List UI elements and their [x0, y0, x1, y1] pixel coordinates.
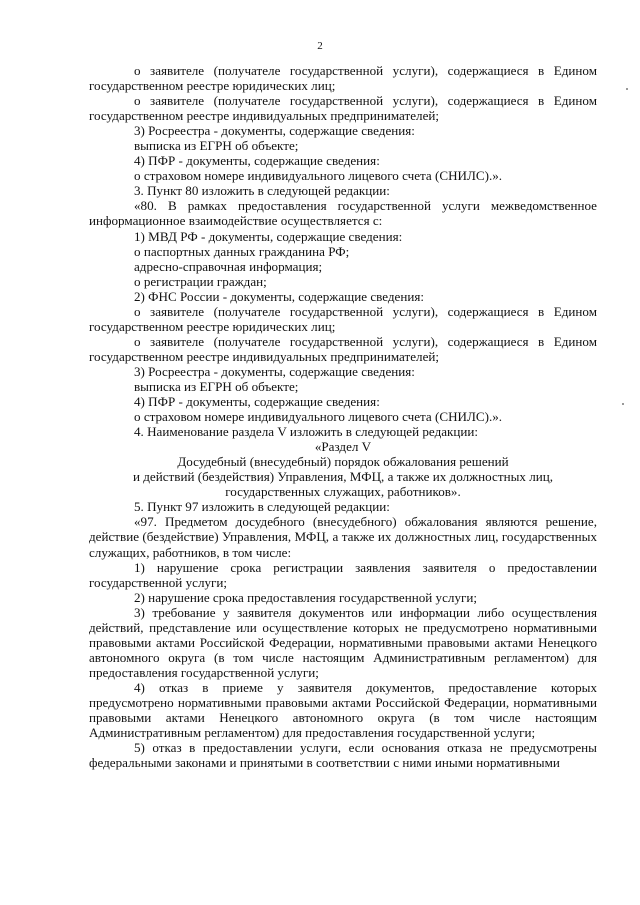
paragraph: выписка из ЕГРН об объекте;	[134, 138, 299, 154]
paragraph: 2) ФНС России - документы, содержащие сведения:	[134, 288, 425, 304]
paragraph: адресно-справочная информация;	[134, 258, 323, 274]
page-number: 2	[317, 40, 323, 52]
paragraph: о паспортных данных гражданина РФ;	[134, 243, 350, 259]
paragraph: о заявителе (получателе государственной услуги), содержащиеся в Едином государственном реестре юридических лиц;	[89, 303, 597, 334]
section-heading: «Раздел V	[314, 439, 372, 455]
paragraph: 3) требование у заявителя документов или информации либо осуществления действий, представление или осуществление которых не предусмотрено нормативными правовыми актами Российской Федерации, нормативными правовыми актами Ненецкого автономного округа (в том числе настоящим Административным регламентом) для предоставления государственной услуги;	[89, 604, 597, 680]
scan-speck	[622, 403, 624, 405]
paragraph: о заявителе (получателе государственной услуги), содержащиеся в Едином государственном реестре юридических лиц;	[89, 63, 597, 94]
paragraph: «97. Предметом досудебного (внесудебного) обжалования являются решение, действие (бездействие) Управления, МФЦ, а также их должностных лиц, государственных служащих, работников, в том числе:	[89, 514, 597, 560]
paragraph: о страховом номере индивидуального лицевого счета (СНИЛС).».	[134, 168, 503, 184]
paragraph: «80. В рамках предоставления государственной услуги межведомственное информационное взаимодействие осуществляется с:	[89, 198, 597, 229]
paragraph: 4) ПФР - документы, содержащие сведения:	[134, 153, 380, 169]
paragraph: 1) нарушение срока регистрации заявления заявителя о предоставлении государственной услуги;	[89, 559, 597, 590]
paragraph: о заявителе (получателе государственной услуги), содержащиеся в Едином государственном реестре индивидуальных предпринимателей;	[89, 93, 597, 124]
paragraph: 5) отказ в предоставлении услуги, если основания отказа не предусмотрены федеральными законами и принятыми в соответствии с ними иными нормативными	[89, 740, 597, 771]
paragraph: 5. Пункт 97 изложить в следующей редакции:	[134, 499, 390, 515]
section-title-line: государственных служащих, работников».	[225, 484, 461, 500]
paragraph: 3) Росреестра - документы, содержащие сведения:	[134, 363, 415, 379]
section-title-line: Досудебный (внесудебный) порядок обжалования решений	[177, 454, 509, 470]
paragraph: о заявителе (получателе государственной услуги), содержащиеся в Едином государственном реестре индивидуальных предпринимателей;	[89, 333, 597, 364]
document-body	[89, 63, 597, 770]
paragraph: выписка из ЕГРН об объекте;	[134, 378, 299, 394]
paragraph: 3) Росреестра - документы, содержащие сведения:	[134, 123, 415, 139]
paragraph: 4. Наименование раздела V изложить в следующей редакции:	[134, 424, 479, 440]
section-title-line: и действий (бездействия) Управления, МФЦ, а также их должностных лиц,	[132, 469, 554, 485]
paragraph: о регистрации граждан;	[134, 273, 267, 289]
paragraph: 4) ПФР - документы, содержащие сведения:	[134, 394, 380, 410]
paragraph: 3. Пункт 80 изложить в следующей редакции:	[134, 183, 390, 199]
paragraph: о страховом номере индивидуального лицевого счета (СНИЛС).».	[134, 409, 503, 425]
scan-speck	[626, 88, 628, 90]
paragraph: 1) МВД РФ - документы, содержащие сведения:	[134, 228, 403, 244]
paragraph: 2) нарушение срока предоставления государственной услуги;	[134, 589, 478, 605]
paragraph: 4) отказ в приеме у заявителя документов, предоставление которых предусмотрено нормативными правовыми актами Российской Федерации, нормативными правовыми актами Ненецкого автономного округа (в том числе настоящим Административным регламентом) для предоставления государственной услуги;	[89, 679, 597, 741]
